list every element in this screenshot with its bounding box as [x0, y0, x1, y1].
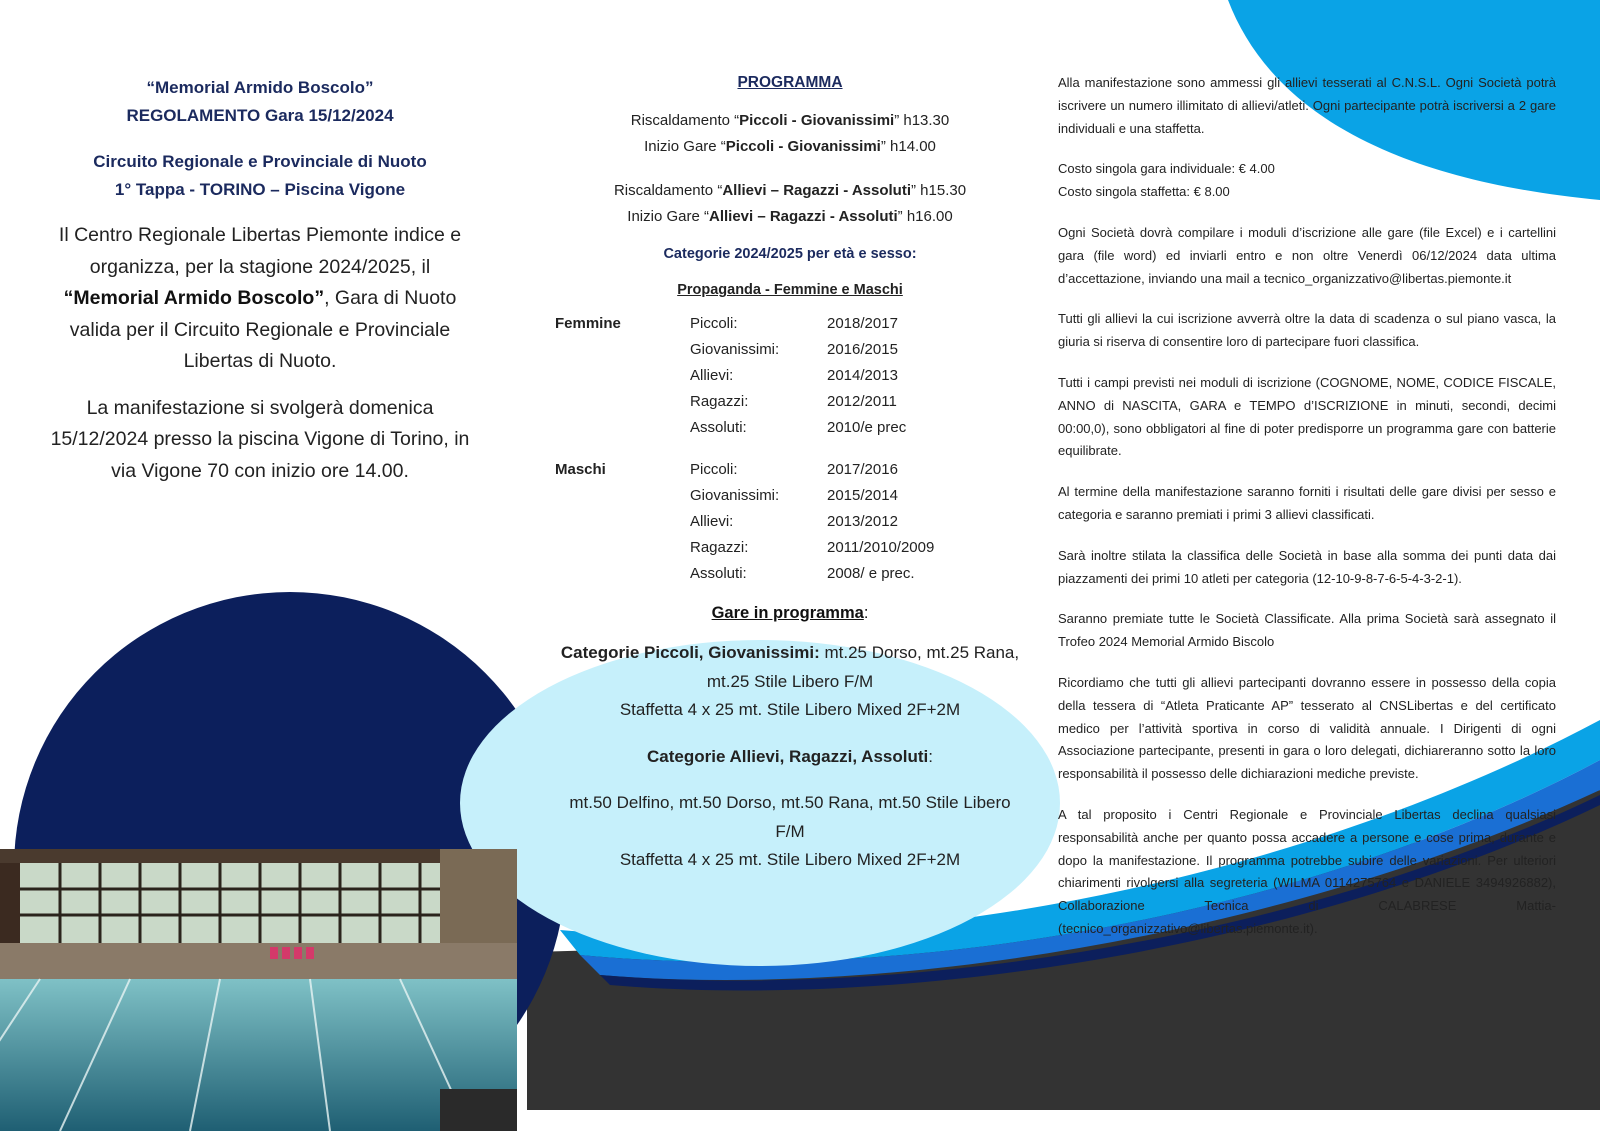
table-row: Maschi Piccoli: 2017/2016: [555, 456, 934, 482]
table-row: Assoluti: 2010/e prec: [690, 418, 907, 436]
pool-photo: [0, 849, 517, 1131]
rules-paragraph: Al termine della manifestazione saranno forniti i risultati delle gare divisi per sesso e categoria e saranno premiati i primi 3 allievi classificati.: [1058, 484, 1556, 522]
maschi-label: Maschi: [555, 460, 606, 478]
table-row: Assoluti: 2008/ e prec.: [690, 564, 915, 582]
intro-paragraph-1: Il Centro Regionale Libertas Piemonte indice e organizza, per la stagione 2024/2025, il “Memorial Armido Boscolo”, Gara di Nuoto valida per il Circuito Regionale e Provinciale Libertas di Nuoto.: [58, 224, 462, 372]
schedule-block-2: [555, 178, 1025, 230]
rules-paragraph: Tutti gli allievi la cui iscrizione avverrà oltre la data di scadenza o sul piano vasca, la giuria si riserva di consentire loro di partecipare fuori classifica.: [1058, 311, 1556, 350]
femmine-table: [555, 310, 906, 440]
table-row: Allievi: 2013/2012: [690, 512, 898, 530]
rules-paragraph: Sarà inoltre stilata la classifica delle Società in base alla somma dei punti data dai piazzamenti dei primi 10 atleti per categoria (12-10-9-8-7-6-5-4-3-2-1).: [1058, 547, 1556, 586]
table-row: Ragazzi: 2011/2010/2009: [690, 538, 935, 556]
table-row: Giovanissimi: 2015/2014: [690, 486, 898, 504]
memorial-name: “Memorial Armido Boscolo”: [63, 287, 325, 309]
column-programma: [555, 74, 1025, 875]
schedule-row: Riscaldamento “Piccoli - Giovanissimi” h13.30: [630, 112, 950, 129]
regulation-title: REGOLAMENTO Gara 15/12/2024: [126, 106, 394, 125]
femmine-label: Femmine: [555, 314, 621, 332]
programma-title: PROGRAMMA: [737, 74, 843, 91]
circuit-title: Circuito Regionale e Provinciale di Nuoto: [93, 152, 427, 171]
intro-paragraph-2: La manifestazione si svolgerà domenica 15/12/2024 presso la piscina Vigone di Torino, in via Vigone 70 con inizio ore 14.00.: [50, 396, 470, 482]
costs-paragraph: Costo singola gara individuale: € 4.00 Costo singola staffetta: € 8.00: [1058, 161, 1275, 200]
gare-title: Gare in programma: [711, 604, 864, 622]
column-intro: [40, 74, 480, 487]
gare-allievi: mt.50 Delfino, mt.50 Dorso, mt.50 Rana, mt.50 Stile Libero F/M Staffetta 4 x 25 mt. Stile Libero Mixed 2F+2M: [569, 793, 1011, 869]
column-rules: [1058, 72, 1556, 959]
rules-paragraph: Saranno premiate tutte le Società Classificate. Alla prima Società sarà assegnato il Trofeo 2024 Memorial Armido Biscolo: [1058, 611, 1556, 650]
schedule-row: Riscaldamento “Allievi – Ragazzi - Assoluti” h15.30: [613, 182, 967, 199]
propaganda-title: Propaganda - Femmine e Maschi: [677, 282, 903, 298]
rules-paragraph: Alla manifestazione sono ammessi gli allievi tesserati al C.N.S.L. Ogni Società potrà iscrivere un numero illimitato di allievi/atleti. Ogni partecipante potrà iscriversi a 2 gare individuali e una staffetta.: [1058, 75, 1556, 136]
table-row: Femmine Piccoli: 2018/2017: [555, 310, 906, 336]
gare-piccoli: Categorie Piccoli, Giovanissimi: mt.25 Dorso, mt.25 Rana, mt.25 Stile Libero F/M Staffetta 4 x 25 mt. Stile Libero Mixed 2F+2M: [560, 643, 1020, 719]
gare-heading: Gare in programma:: [711, 604, 869, 622]
table-row: Allievi: 2014/2013: [690, 366, 898, 384]
gare-allievi-title: Categorie Allievi, Ragazzi, Assoluti:: [647, 746, 933, 766]
schedule-row: Inizio Gare “Allievi – Ragazzi - Assoluti” h16.00: [627, 208, 953, 225]
stage-title: 1° Tappa - TORINO – Piscina Vigone: [114, 180, 406, 199]
maschi-table: [555, 456, 934, 586]
table-row: Ragazzi: 2012/2011: [690, 392, 897, 410]
rules-paragraph: A tal proposito i Centri Regionale e Provinciale Libertas declina qualsiasi responsabilità anche per quanto possa accadere a persone e cose prima, durante e dopo la manifestazione. Il programma potrebbe subire delle variazioni. Per ulteriori chiarimenti rivolgersi alla segreteria (WILMA 0114275764 e DANIELE 3494926882), Collaborazione Tecnica di CALABRESE Mattia- (tecnico_organizzativo@libertas.piemonte.it).: [1058, 806, 1556, 936]
schedule-block-1: [555, 108, 1025, 160]
rules-paragraph: Tutti i campi previsti nei moduli di iscrizione (COGNOME, NOME, CODICE FISCALE, ANNO di NASCITA, GARA e TEMPO d’ISCRIZIONE in minuti, secondi, decimi 00:00,0), sono obbligatori al fine di poter predisporre un programma gare con batterie equilibrate.: [1058, 374, 1556, 459]
rules-paragraph: Ogni Società dovrà compilare i moduli d’iscrizione alle gare (file Excel) e i cartellini gara (file word) ed inviarli entro e non oltre Venerdì 06/12/2024 data ultima d’accettazione, inviando una mail a tecnico_organizzativo@libertas.piemonte.it: [1058, 224, 1556, 286]
event-title: “Memorial Armido Boscolo”: [146, 78, 374, 97]
table-row: Giovanissimi: 2016/2015: [690, 340, 898, 358]
schedule-row: Inizio Gare “Piccoli - Giovanissimi” h14.00: [644, 138, 936, 155]
rules-paragraph: Ricordiamo che tutti gli allievi partecipanti dovranno essere in possesso della copia della tessera di “Atleta Praticante AP” tesserato al CNSLibertas e del certificato medico per l’attività sportiva in corso di validità annuale. I Dirigenti di ogni Associazione partecipante, presenti in gara o loro delegati, dichiareranno sotto la loro responsabilità il possesso delle dichiarazioni mediche previste.: [1058, 674, 1556, 782]
categories-title: Categorie 2024/2025 per età e sesso:: [663, 246, 917, 262]
